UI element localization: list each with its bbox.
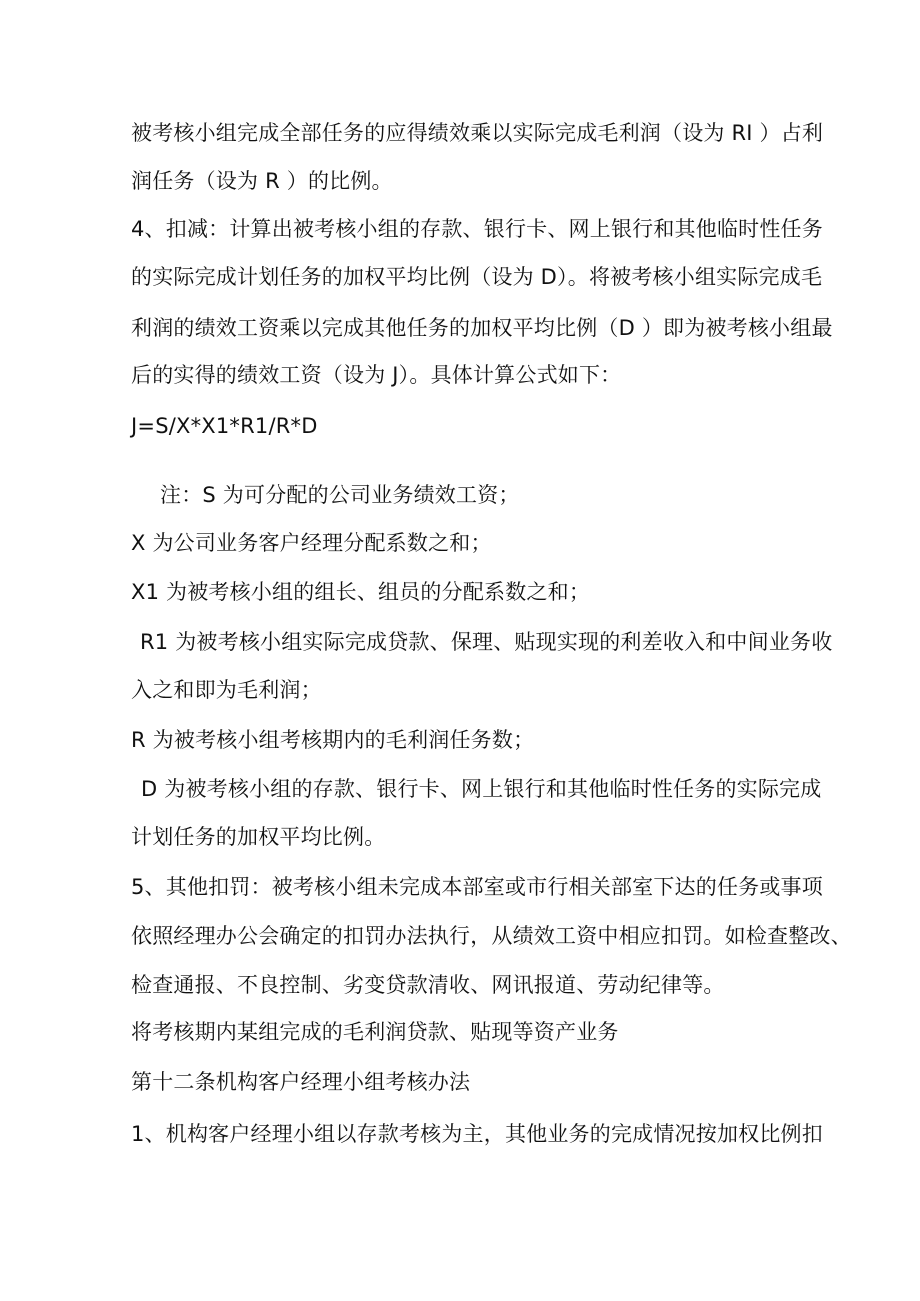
text-line: 4、扣减：计算出被考核小组的存款、银行卡、网上银行和其他临时性任务 [131,217,823,241]
text-line: 入之和即为毛利润； [131,678,322,702]
section-heading: 第十二条机构客户经理小组考核办法 [131,1070,471,1094]
note-line: 注：S 为可分配的公司业务绩效工资； [160,483,520,507]
text-line: 检查通报、不良控制、劣变贷款清收、网讯报道、劳动纪律等。 [131,973,725,997]
text-line: D 为被考核小组的存款、银行卡、网上银行和其他临时性任务的实际完成 [141,777,822,801]
text-line: 计划任务的加权平均比例。 [131,825,386,849]
text-line: 1、机构客户经理小组以存款考核为主，其他业务的完成情况按加权比例扣 [131,1122,823,1146]
text-line: R1 为被考核小组实际完成贷款、保理、贴现实现的利差收入和中间业务收 [140,630,833,654]
formula: J=S/X*X1*R1/R*D [131,414,318,438]
text-line: 润任务（设为 R ）的比例。 [131,169,393,193]
text-line: 依照经理办公会确定的扣罚办法执行，从绩效工资中相应扣罚。如检查整改、 [131,924,852,948]
text-line: X1 为被考核小组的组长、组员的分配系数之和； [131,580,591,604]
text-line: 被考核小组完成全部任务的应得绩效乘以实际完成毛利润（设为 RI ）占利 [131,121,824,145]
text-line: 5、其他扣罚：被考核小组未完成本部室或市行相关部室下达的任务或事项 [131,875,823,899]
text-line: R 为被考核小组考核期内的毛利润任务数； [131,728,535,752]
text-line: X 为公司业务客户经理分配系数之和； [131,531,492,555]
text-line: 的实际完成计划任务的加权平均比例（设为 D）。将被考核小组实际完成毛 [131,265,823,289]
text-line: 利润的绩效工资乘以完成其他任务的加权平均比例（D ）即为被考核小组最 [131,316,833,340]
text-line: 将考核期内某组完成的毛利润贷款、贴现等资产业务 [131,1020,619,1044]
text-line: 后的实得的绩效工资（设为 J）。具体计算公式如下： [131,363,622,387]
